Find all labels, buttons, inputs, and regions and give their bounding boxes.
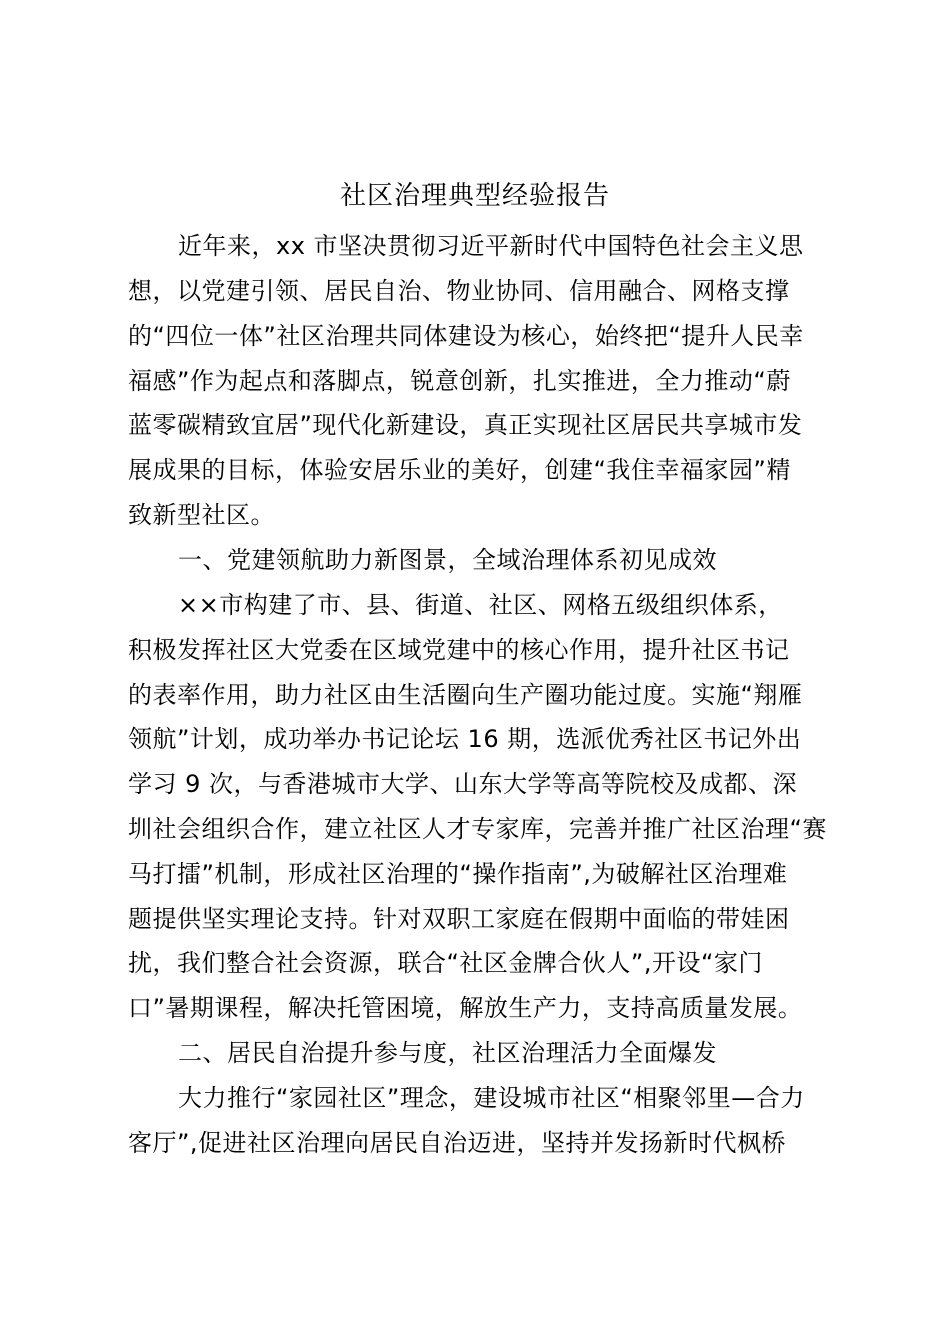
paragraph-line: 的“四位一体”社区治理共同体建设为核心，始终把“提升人民幸 (128, 322, 804, 350)
paragraph-line: 大力推行“家园社区”理念，建设城市社区“相聚邻里—合力 (178, 1084, 805, 1112)
paragraph-line: 马打擂”机制，形成社区治理的“操作指南”,为破解社区治理难 (128, 860, 788, 888)
document-title: 社区治理典型经验报告 (339, 181, 610, 211)
paragraph-line: 领航”计划，成功举办书记论坛 16 期，选派优秀社区书记外出 (128, 725, 802, 753)
section-heading-1: 一、党建领航助力新图景，全域治理体系初见成效 (178, 546, 717, 574)
paragraph-line: 扰，我们整合社会资源，联合“社区金牌合伙人”,开设“家门 (128, 949, 763, 977)
paragraph-line: 圳社会组织合作，建立社区人才专家库，完善并推广社区治理“赛 (128, 815, 827, 843)
paragraph-line: 积极发挥社区大党委在区域党建中的核心作用，提升社区书记 (128, 636, 790, 664)
paragraph-line: 想，以党建引领、居民自治、物业协同、信用融合、网格支撑 (128, 277, 790, 305)
paragraph-line: 致新型社区。 (128, 501, 275, 529)
section-heading-2: 二、居民自治提升参与度，社区治理活力全面爆发 (178, 1039, 717, 1067)
paragraph-line: 的表率作用，助力社区由生活圈向生产圈功能过度。实施“翔雁 (128, 681, 803, 709)
paragraph-line: 题提供坚实理论支持。针对双职工家庭在假期中面临的带娃困 (128, 905, 790, 933)
paragraph-line: 蓝零碳精致宜居”现代化新建设，真正实现社区居民共享城市发 (128, 411, 803, 439)
paragraph-line: 近年来，xx 市坚决贯彻习近平新时代中国特色社会主义思 (178, 232, 804, 260)
paragraph-line: 福感”作为起点和落脚点，锐意创新，扎实推进，全力推动“蔚 (128, 367, 791, 395)
paragraph-line: 学习 9 次，与香港城市大学、山东大学等高等院校及成都、深 (128, 770, 798, 798)
paragraph-line: 口”暑期课程，解决托管困境，解放生产力，支持高质量发展。 (128, 994, 803, 1022)
paragraph-line: 展成果的目标，体验安居乐业的美好，创建“我住幸福家园”精 (128, 456, 791, 484)
paragraph-line: ××市构建了市、县、街道、社区、网格五级组织体系， (178, 591, 783, 619)
paragraph-line: 客厅”,促进社区治理向居民自治迈进，坚持并发扬新时代枫桥 (128, 1129, 787, 1157)
